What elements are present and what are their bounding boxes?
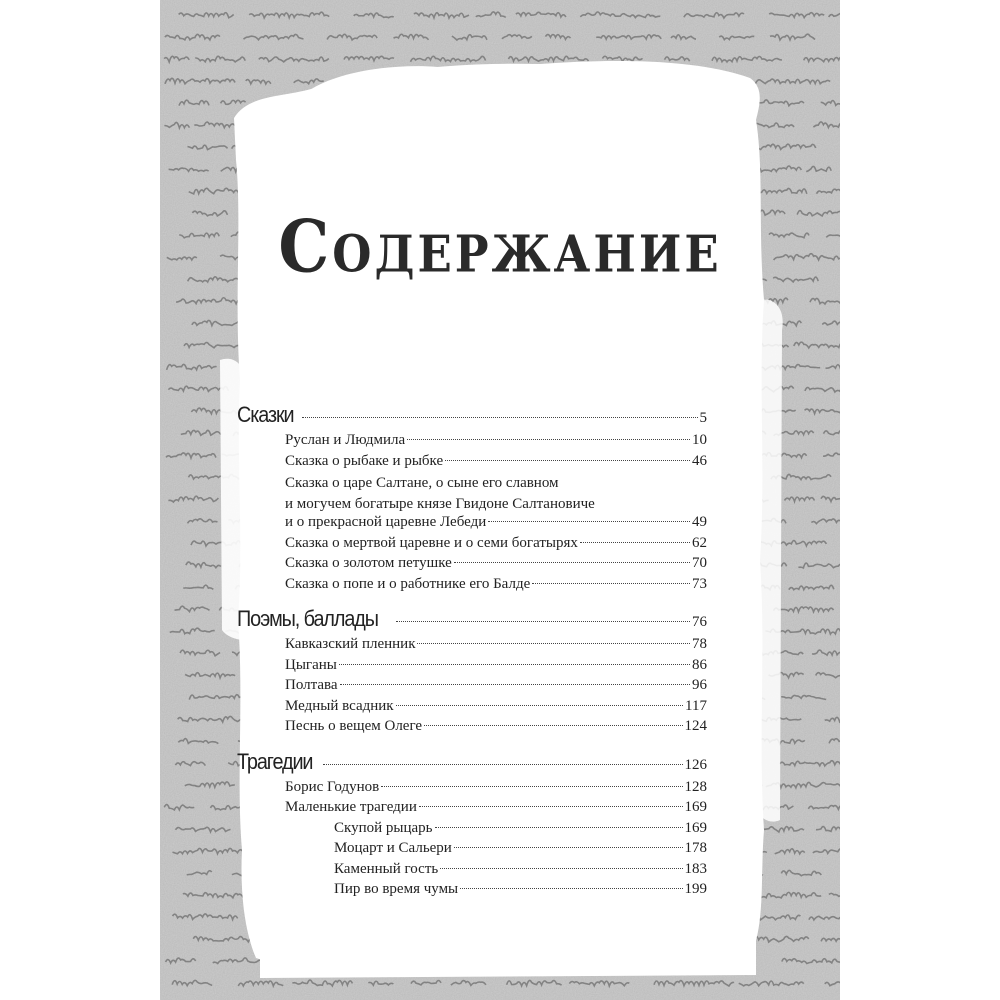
toc-subentry[interactable] <box>237 820 707 841</box>
toc-entry[interactable] <box>237 636 707 657</box>
page-number: 73 <box>692 575 707 592</box>
dot-leader <box>460 888 682 889</box>
page-number: 62 <box>692 534 707 551</box>
entry-title: Борис Годунов <box>285 778 380 795</box>
section-title: Трагедии <box>237 748 313 774</box>
toc-entry-multiline[interactable] <box>237 473 707 535</box>
page-number: 178 <box>684 840 707 856</box>
toc-entry[interactable] <box>237 799 707 820</box>
dot-leader <box>396 621 690 622</box>
toc-subentry[interactable] <box>237 861 707 882</box>
toc-section-tragedies <box>237 749 707 902</box>
toc-entry[interactable] <box>237 453 707 474</box>
entry-title: Кавказский пленник <box>285 636 416 652</box>
toc-entry[interactable] <box>237 432 707 453</box>
entry-title: Медный всадник <box>285 697 394 714</box>
page-number: 199 <box>684 881 707 897</box>
toc-entry[interactable] <box>237 718 707 739</box>
dot-leader <box>419 806 683 807</box>
entry-title: Сказка о мертвой царевне и о семи богатырях <box>285 534 578 551</box>
page-title: Содержание <box>278 205 722 290</box>
toc-subentry[interactable] <box>237 881 707 902</box>
entry-title: Скупой рыцарь <box>334 819 433 836</box>
page-number: 124 <box>684 718 707 734</box>
dot-leader <box>339 664 690 665</box>
entry-title: Полтава <box>285 677 338 693</box>
page-number: 76 <box>692 614 707 630</box>
dot-leader <box>407 439 690 440</box>
dot-leader <box>435 827 683 828</box>
dot-leader <box>454 847 683 848</box>
page-number: 10 <box>692 432 707 448</box>
page-number: 5 <box>699 410 707 426</box>
toc-entry[interactable] <box>237 535 707 556</box>
page-number: 78 <box>692 636 707 652</box>
book-page <box>160 0 840 1000</box>
toc-section-poems <box>237 606 707 739</box>
page-number: 86 <box>692 656 707 673</box>
dot-leader <box>488 521 690 522</box>
dot-leader <box>340 684 690 685</box>
page-number: 126 <box>684 756 707 773</box>
entry-title: Руслан и Людмила <box>285 432 406 448</box>
dot-leader <box>532 583 690 584</box>
toc-entry[interactable] <box>237 779 707 800</box>
dot-leader <box>454 562 690 563</box>
page-number: 96 <box>692 677 707 693</box>
entry-title-line: и могучем богатыре князе Гвидоне Салтановиче <box>285 495 595 512</box>
entry-title: Маленькие трагедии <box>285 799 417 815</box>
page-number: 46 <box>692 452 707 469</box>
toc-section-tales <box>237 402 707 596</box>
toc-entry[interactable] <box>237 576 707 597</box>
entry-title: Моцарт и Сальери <box>334 840 452 856</box>
dot-leader <box>417 643 690 644</box>
dot-leader <box>580 542 690 543</box>
dot-leader <box>396 705 683 706</box>
dot-leader <box>302 417 698 418</box>
page-number: 49 <box>692 514 707 530</box>
page-number: 128 <box>684 778 707 795</box>
toc-section-heading[interactable] <box>237 749 707 779</box>
section-title: Поэмы, баллады <box>237 606 378 631</box>
entry-title: Цыганы <box>285 656 337 673</box>
toc-entry[interactable] <box>237 657 707 678</box>
dot-leader <box>323 764 683 765</box>
toc-entry[interactable] <box>237 698 707 719</box>
section-title: Сказки <box>237 402 294 427</box>
page-number: 183 <box>684 860 707 877</box>
page-number: 70 <box>692 555 707 571</box>
toc-entry[interactable] <box>237 677 707 698</box>
entry-title: Песнь о вещем Олеге <box>285 718 423 734</box>
table-of-contents <box>237 402 707 912</box>
entry-title: Каменный гость <box>334 860 439 877</box>
entry-title: и о прекрасной царевне Лебеди <box>285 514 487 530</box>
toc-subentry[interactable] <box>237 840 707 861</box>
entry-title-last-line <box>237 514 707 535</box>
entry-title: Сказка о попе и о работнике его Балде <box>285 575 531 592</box>
dot-leader <box>381 786 682 787</box>
entry-title: Сказка о рыбаке и рыбке <box>285 452 444 469</box>
page-number: 169 <box>684 799 707 815</box>
entry-title-line: Сказка о царе Салтане, о сыне его славном <box>285 475 559 491</box>
dot-leader <box>445 460 690 461</box>
toc-entry[interactable] <box>237 555 707 576</box>
page-number: 117 <box>685 697 707 714</box>
page-number: 169 <box>684 819 707 836</box>
entry-title: Сказка о золотом петушке <box>285 555 452 571</box>
dot-leader <box>424 725 682 726</box>
entry-title: Пир во время чумы <box>334 881 459 897</box>
dot-leader <box>440 868 682 869</box>
toc-section-heading[interactable] <box>237 402 707 432</box>
toc-section-heading[interactable] <box>237 606 707 636</box>
